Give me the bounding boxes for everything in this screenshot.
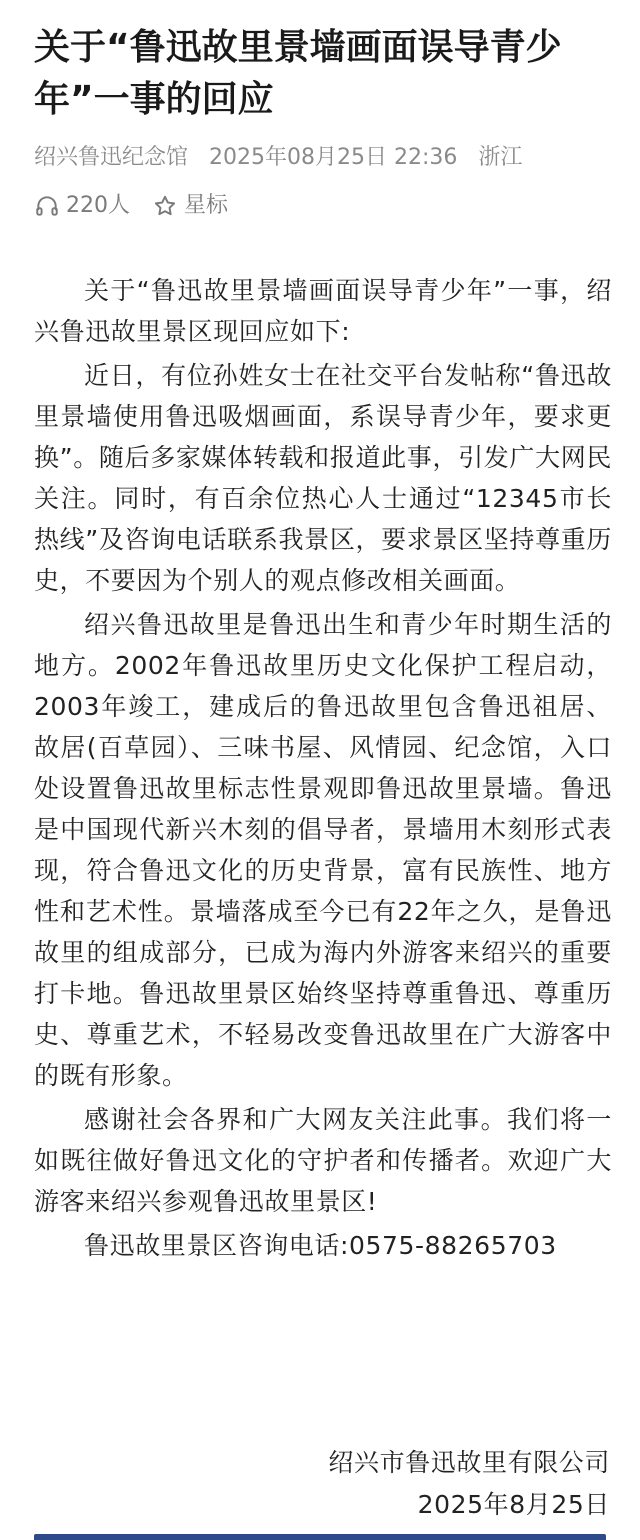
article-meta (34, 142, 536, 174)
star-button[interactable] (152, 190, 228, 222)
bottom-decoration-bar (34, 1534, 606, 1540)
paragraph-history: 绍兴鲁迅故里是鲁迅出生和青少年时期生活的地方。2002年鲁迅故里历史文化保护工程启动，2003年竣工，建成后的鲁迅故里包含鲁迅祖居、故居(百草园）、三味书屋、风情园、纪念馆，入口处设置鲁迅故里标志性景观即鲁迅故里景墙。鲁迅是中国现代新兴木刻的倡导者，景墙用木刻形式表现，符合鲁迅文化的历史背景，富有民族性、地方性和艺术性。景墙落成至今已有22年之久，是鲁迅故里的组成部分，已成为海内外游客来绍兴的重要打卡地。鲁迅故里景区始终坚持尊重鲁迅、尊重历史、尊重艺术，不轻易改变鲁迅故里在广大游客中的既有形象。 (34, 610, 612, 1090)
signature-date: 2025年8月25日 (417, 1490, 610, 1519)
paragraph-contact: 鲁迅故里景区咨询电话:0575-88265703 (84, 1231, 557, 1260)
article-title: 关于“鲁迅故里景墙画面误导青少年”一事的回应 (34, 27, 562, 120)
paragraph-background: 近日，有位孙姓女士在社交平台发帖称“鲁迅故里景墙使用鲁迅吸烟画面，系误导青少年，要求更换”。随后多家媒体转载和报道此事，引发广大网民关注。同时，有百余位热心人士通过“12345市长热线”及咨询电话联系我景区，要求景区坚持尊重历史，不要因为个别人的观点修改相关画面。 (34, 361, 612, 595)
paragraph-intro: 关于“鲁迅故里景墙画面误导青少年”一事，绍兴鲁迅故里景区现回应如下: (34, 276, 612, 346)
paragraph-thanks: 感谢社会各界和广大网友关注此事。我们将一如既往做好鲁迅文化的守护者和传播者。欢迎广大游客来绍兴参观鲁迅故里景区! (34, 1105, 612, 1216)
article-body (34, 270, 612, 1269)
signature-org: 绍兴市鲁迅故里有限公司 (328, 1448, 610, 1477)
article-stats (34, 190, 250, 222)
listen-button[interactable] (34, 190, 130, 222)
account-name-link[interactable]: 绍兴鲁迅纪念馆 (34, 145, 189, 170)
star-label: 星标 (184, 193, 229, 218)
publish-location: 浙江 (478, 145, 523, 170)
headphones-icon (34, 193, 60, 219)
star-icon (152, 193, 178, 219)
publish-time: 2025年08月25日 22:36 (209, 145, 458, 170)
signature-block (328, 1442, 610, 1526)
listen-count: 220人 (66, 193, 130, 218)
